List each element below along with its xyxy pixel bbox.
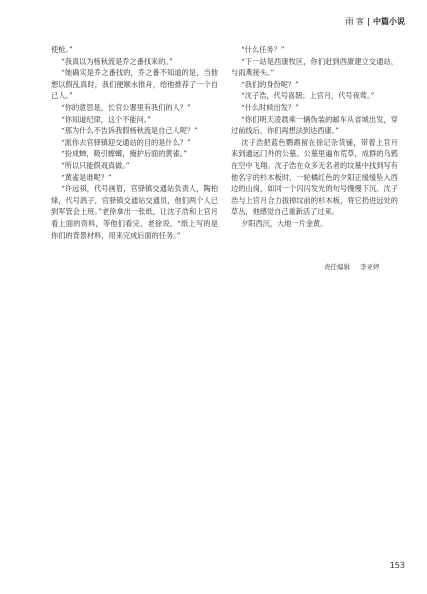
paragraph: “你知道纪律，这个不能问。”: [61, 114, 152, 124]
editor-credit: [324, 262, 380, 271]
section-name: 中篇小说: [373, 17, 405, 26]
paragraph: “你的意思是，长官公署里有我们的人？”: [61, 102, 191, 112]
magazine-name: 雨 客: [345, 17, 364, 26]
paragraph: “什么任务？”: [241, 45, 285, 54]
paragraph: “我们的身份呢？”: [241, 79, 299, 89]
left-column: [51, 44, 218, 241]
paragraph: “扮成蝉，吸引螳螂，掩护后面的黄雀。”: [61, 149, 188, 159]
paragraph: “她确实是乔之番找的，乔之番不知道的是，当他想以假乱真时，我们便顺水推舟，给他推荐了一个自己人。”: [51, 68, 218, 101]
paragraph: “黄雀是谁呢？”: [61, 172, 112, 182]
paragraph: “许远祺，代号画眉，官驿镇交通站负责人，陶柏烽，代号鸽子，官驿镇交通站交通员，他们两个人已到军管会上班。”老徐拿出一张纸，让沈子浩和上官月看上面的资料，等他们看完，老徐说，“纸上写的是你们的背景材料，用来完成后面的任务。”: [51, 184, 218, 240]
right-column: [231, 44, 398, 230]
paragraph: “所以只能假戏真做。”: [61, 160, 130, 170]
paragraph: “下一站是西康牧区，你们赶到西康建立交通站，与雨燕接头。”: [231, 56, 398, 78]
editor-name: 李亚婷: [360, 263, 380, 271]
paragraph: “沈子浩，代号喜鹊；上官月，代号夜莺。”: [241, 91, 375, 101]
paragraph: 夕阳西沉，大地一片金黄。: [241, 218, 328, 228]
paragraph: 使枪。”: [51, 45, 73, 54]
header-divider: [368, 18, 369, 26]
page-number: 153: [389, 561, 405, 570]
running-header: [345, 16, 405, 27]
paragraph: “你们明天凌晨乘一辆伪装的邮车从省城出发，穿过前线后，你们再想法到达西康。”: [231, 114, 398, 136]
paragraph: “我真以为杨秋流是乔之番找来的。”: [61, 56, 173, 66]
paragraph: “派你去官驿镇迎交通站的目的是什么？”: [61, 137, 191, 147]
paragraph: “那为什么不告诉我假杨秋流是自己人呢？”: [61, 126, 198, 136]
paragraph: “什么时候出发？”: [241, 102, 299, 112]
paragraph: 沈子浩把蓝色鹦鹉留在徐记杂货铺，带着上官月来到通远门外的公墓。公墓里遍布荒草，成群的乌鸦在空中飞翔。沈子浩在众多无名者的坟墓中找到写有他名字的杉木板时，一轮橘红色的夕阳正缓缓坠入西边的山岗，如同一个闪闪发光的句号慢慢下沉。沈子浩与上官月合力拔掉坟前的杉木板，将它扔进远处的草丛，他感觉自己重新活了过来。: [231, 137, 398, 217]
editor-label: 责任编辑: [324, 263, 350, 271]
